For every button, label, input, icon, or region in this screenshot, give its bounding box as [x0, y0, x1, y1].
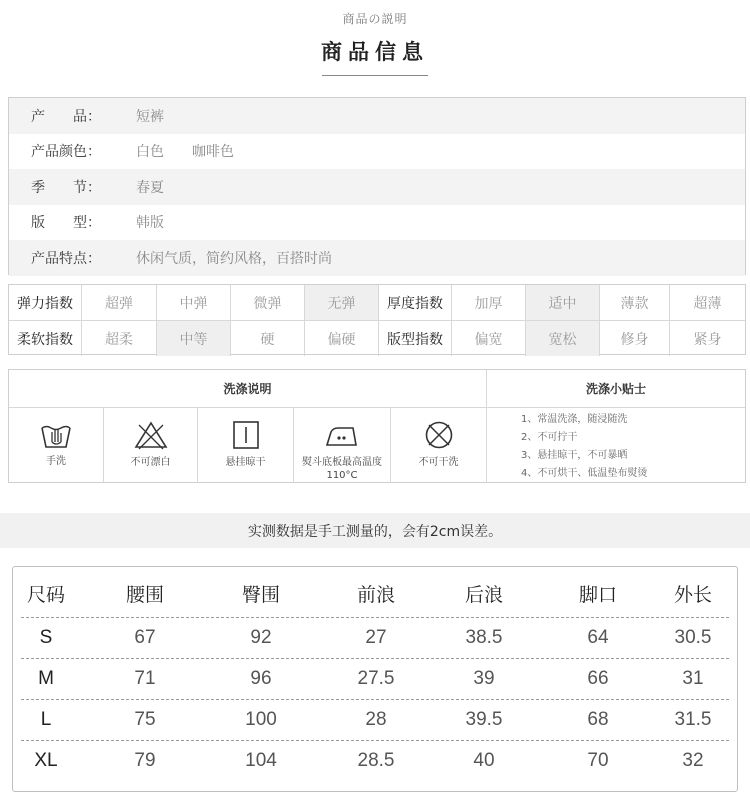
size-cell: 32: [682, 750, 704, 771]
size-cell: 38.5: [465, 627, 503, 648]
info-label: 产 品：: [31, 108, 101, 125]
info-row-season: [9, 169, 745, 205]
size-cell: 30.5: [674, 627, 712, 648]
size-cell: 64: [587, 627, 609, 648]
size-table: [12, 566, 738, 792]
size-cell: L: [40, 709, 52, 730]
size-cell: M: [38, 668, 54, 689]
care-line-dry: [198, 408, 293, 483]
size-header-cell: 脚口: [578, 584, 617, 606]
index-option-selected: 无弹: [305, 285, 379, 320]
index-option: 薄款: [600, 285, 670, 320]
index-option: 修身: [600, 321, 670, 356]
size-cell: 67: [134, 627, 156, 648]
info-row-product: [9, 98, 745, 134]
size-cell: 70: [587, 750, 609, 771]
title-underline: [322, 75, 428, 76]
size-cell: 96: [250, 668, 272, 689]
info-row-color: [9, 134, 745, 170]
size-cell: 28.5: [357, 750, 395, 771]
washing-section: [8, 369, 746, 483]
size-cell: 31.5: [674, 709, 712, 730]
size-header-row: [13, 575, 737, 611]
size-cell: 66: [587, 668, 609, 689]
size-header-cell: 臀围: [241, 584, 280, 606]
index-label-thickness: 厚度指数: [379, 285, 452, 320]
size-cell: 79: [134, 750, 156, 771]
page-title: 商品信息: [321, 40, 429, 64]
size-header-cell: 外长: [673, 584, 712, 606]
tip-item: 3、悬挂晾干，不可暴晒: [521, 450, 628, 461]
no-dry-clean-icon: [422, 420, 456, 450]
care-label: 手洗: [46, 456, 66, 467]
info-value: 春夏: [136, 179, 164, 196]
care-no-dry-clean: [391, 408, 486, 483]
measurement-note: 实测数据是手工测量的，会有2cm误差。: [0, 513, 750, 548]
line-dry-icon: [229, 420, 263, 450]
index-label-softness: 柔软指数: [9, 321, 82, 356]
section-header: [0, 0, 750, 90]
size-cell: 104: [245, 750, 277, 771]
size-divider: [21, 740, 729, 741]
size-header-cell: 尺码: [26, 584, 65, 606]
size-cell: 39.5: [465, 709, 503, 730]
tip-item: 1、常温洗涤，随浸随洗: [521, 414, 628, 425]
size-cell: 68: [587, 709, 609, 730]
size-cell: 31: [682, 668, 704, 689]
care-label: 不可干洗: [418, 457, 459, 468]
info-value: 短裤: [136, 108, 164, 125]
size-row-s: [13, 619, 737, 657]
care-label: 熨斗底板最高温度110°C: [302, 457, 382, 481]
size-divider: [21, 658, 729, 659]
index-option: 中弹: [157, 285, 231, 320]
info-value: 韩版: [136, 215, 164, 232]
size-divider: [21, 699, 729, 700]
index-option: 紧身: [693, 331, 722, 348]
index-label-elasticity: 弹力指数: [9, 285, 82, 320]
hand-wash-icon: [39, 420, 73, 450]
size-cell: XL: [34, 750, 58, 771]
info-label: 产品特点：: [31, 250, 101, 267]
info-label: 版 型：: [31, 215, 101, 232]
size-cell: 27.5: [357, 668, 395, 689]
index-row-top: [9, 285, 745, 320]
washing-column-divider: [486, 370, 487, 482]
size-header-cell: 腰围: [125, 584, 164, 606]
index-option: 偏硬: [305, 321, 379, 356]
product-info-table: [8, 97, 746, 275]
info-value: 白色 咖啡色: [136, 144, 234, 161]
index-row-bottom: [9, 321, 745, 356]
index-grid: [8, 284, 746, 355]
info-value: 休闲气质，简约风格，百搭时尚: [136, 250, 332, 267]
care-hand-wash: [9, 408, 103, 483]
info-label: 产品颜色：: [31, 144, 101, 161]
no-bleach-icon: [134, 420, 168, 450]
size-divider: [21, 617, 729, 618]
index-option-selected: 适中: [526, 285, 600, 320]
info-label: 季 节：: [31, 179, 101, 196]
index-option: 超弹: [82, 285, 157, 320]
size-cell: 92: [250, 627, 272, 648]
iron-icon: [325, 420, 359, 450]
size-row-l: [13, 701, 737, 739]
care-label: 悬挂晾干: [225, 457, 266, 468]
size-cell: 71: [134, 668, 156, 689]
washing-tips-list: [521, 411, 647, 483]
washing-title: 洗涤说明: [223, 382, 272, 396]
index-option-selected: 宽松: [526, 321, 600, 356]
tip-item: 4、不可烘干、低温垫布熨烫: [521, 468, 648, 479]
index-option: 微弹: [231, 285, 305, 320]
washing-tips-title: 洗涤小贴士: [585, 382, 646, 396]
size-row-xl: [13, 742, 737, 780]
index-option: 偏宽: [452, 321, 526, 356]
care-label: 不可漂白: [130, 457, 171, 468]
tip-item: 2、不可拧干: [521, 432, 578, 443]
info-row-features: [9, 240, 745, 276]
size-cell: 39: [473, 668, 495, 689]
size-cell: S: [39, 627, 53, 648]
index-option: 超薄: [693, 295, 722, 312]
size-row-m: [13, 660, 737, 698]
header-subtitle: 商品の説明: [342, 12, 408, 26]
care-no-bleach: [104, 408, 197, 483]
info-row-fit: [9, 205, 745, 241]
size-header-cell: 后浪: [464, 584, 503, 606]
size-cell: 28: [365, 709, 387, 730]
size-cell: 100: [245, 709, 277, 730]
size-cell: 40: [473, 750, 495, 771]
size-cell: 27: [365, 627, 387, 648]
index-option: 超柔: [82, 321, 157, 356]
size-header-cell: 前浪: [356, 584, 395, 606]
index-option: 硬: [231, 321, 305, 356]
index-option-selected: 中等: [157, 321, 231, 356]
size-cell: 75: [134, 709, 156, 730]
index-label-fit: 版型指数: [379, 321, 452, 356]
index-option: 加厚: [452, 285, 526, 320]
care-iron: [294, 408, 390, 483]
